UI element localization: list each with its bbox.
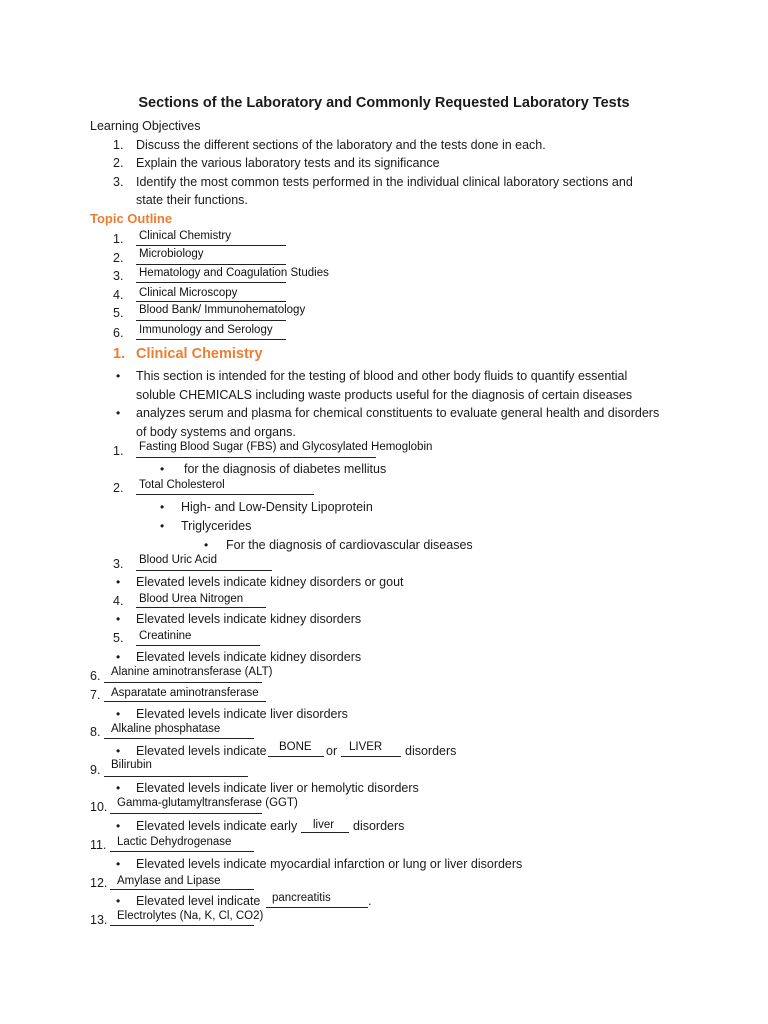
outline-item: Hematology and Coagulation Studies <box>139 267 329 279</box>
test-number: 9. <box>90 763 101 777</box>
test-answer: Gamma-glutamyltransferase (GGT) <box>117 797 298 809</box>
bullet: • <box>116 894 121 908</box>
section-description: soluble CHEMICALS including waste products useful for the diagnosis of certain diseases <box>136 388 633 402</box>
test-answer: Blood Uric Acid <box>139 554 217 566</box>
objective-item-continued: state their functions. <box>136 193 248 207</box>
test-answer: Total Cholesterol <box>139 479 225 491</box>
test-number: 5. <box>113 631 124 645</box>
test-answer: Fasting Blood Sugar (FBS) and Glycosylated Hemoglobin <box>139 441 433 453</box>
test-number: 13. <box>90 913 108 927</box>
fill-answer: BONE <box>279 741 312 753</box>
answer-blank <box>301 832 349 833</box>
test-number: 7. <box>90 688 101 702</box>
test-number: 11. <box>90 838 107 852</box>
outline-item: Clinical Microscopy <box>139 287 238 299</box>
bullet: • <box>116 857 121 871</box>
objective-item: Discuss the different sections of the laboratory and the tests done in each. <box>136 138 546 152</box>
test-note: Triglycerides <box>181 519 252 533</box>
answer-blank <box>136 320 286 321</box>
bullet: • <box>116 707 121 721</box>
bullet: • <box>116 650 121 664</box>
test-note: Elevated levels indicate <box>136 744 267 758</box>
answer-blank <box>136 570 272 571</box>
outline-number: 4. <box>113 288 124 302</box>
test-note: disorders <box>353 819 405 833</box>
test-note: Elevated levels indicate early <box>136 819 298 833</box>
section-number: 1. <box>113 346 126 362</box>
outline-number: 3. <box>113 269 124 283</box>
test-answer: Electrolytes (Na, K, Cl, CO2) <box>117 910 264 922</box>
test-number: 12. <box>90 876 108 890</box>
section-description: analyzes serum and plasma for chemical constituents to evaluate general health and disorders <box>136 406 660 420</box>
outline-item: Microbiology <box>139 248 204 260</box>
bullet: • <box>116 781 121 795</box>
answer-blank <box>136 494 314 495</box>
outline-number: 2. <box>113 251 124 265</box>
outline-number: 6. <box>113 326 124 340</box>
answer-blank <box>110 851 254 852</box>
learning-objectives-heading: Learning Objectives <box>90 119 201 133</box>
answer-blank <box>104 738 254 739</box>
test-answer: Asparatate aminotransferase <box>111 687 259 699</box>
test-note: Elevated levels indicate kidney disorders or gout <box>136 575 404 589</box>
test-note: disorders <box>405 744 457 758</box>
test-note: Elevated levels indicate myocardial infarction or lung or liver disorders <box>136 857 523 871</box>
objective-number: 1. <box>113 138 124 152</box>
outline-item: Blood Bank/ Immunohematology <box>139 304 306 316</box>
test-number: 1. <box>113 444 124 458</box>
section-heading: Clinical Chemistry <box>136 346 263 362</box>
test-answer: Creatinine <box>139 630 192 642</box>
answer-blank <box>136 301 286 302</box>
outline-item: Clinical Chemistry <box>139 230 232 242</box>
test-answer: Bilirubin <box>111 759 152 771</box>
objective-item: Identify the most common tests performed in the individual clinical laboratory sections and <box>136 175 633 189</box>
test-answer: Amylase and Lipase <box>117 875 221 887</box>
bullet: • <box>160 500 165 514</box>
test-note: High- and Low-Density Lipoprotein <box>181 500 373 514</box>
test-note: Elevated levels indicate kidney disorders <box>136 650 362 664</box>
bullet: • <box>160 519 165 533</box>
outline-number: 1. <box>113 232 124 246</box>
section-description: This section is intended for the testing of blood and other body fluids to quantify essential <box>136 369 628 383</box>
test-number: 2. <box>113 481 124 495</box>
topic-outline-heading: Topic Outline <box>90 211 173 226</box>
bullet: • <box>116 612 121 626</box>
test-answer: Alkaline phosphatase <box>111 723 221 735</box>
test-answer: Alanine aminotransferase (ALT) <box>111 666 273 678</box>
test-note: Elevated levels indicate liver or hemolytic disorders <box>136 781 419 795</box>
answer-blank <box>136 264 286 265</box>
fill-answer: liver <box>313 819 335 831</box>
bullet: • <box>116 744 121 758</box>
bullet: • <box>116 819 121 833</box>
fill-answer: pancreatitis <box>272 892 331 904</box>
test-note: Elevated levels indicate liver disorders <box>136 707 348 721</box>
test-number: 3. <box>113 557 124 571</box>
answer-blank <box>136 607 266 608</box>
test-note: for the diagnosis of diabetes mellitus <box>184 462 387 476</box>
test-answer: Blood Urea Nitrogen <box>139 593 244 605</box>
bullet: • <box>116 575 121 589</box>
test-answer: Lactic Dehydrogenase <box>117 836 232 848</box>
test-number: 6. <box>90 669 101 683</box>
answer-blank <box>341 756 401 757</box>
page-title: Sections of the Laboratory and Commonly Requested Laboratory Tests <box>138 95 630 111</box>
answer-blank <box>110 925 254 926</box>
test-note: Elevated levels indicate kidney disorders <box>136 612 362 626</box>
test-number: 10. <box>90 800 108 814</box>
answer-blank <box>110 813 262 814</box>
test-note: For the diagnosis of cardiovascular diseases <box>226 538 473 552</box>
bullet: • <box>204 538 209 552</box>
answer-blank <box>110 889 254 890</box>
answer-blank <box>136 282 286 283</box>
test-note: Elevated level indicate <box>136 894 261 908</box>
bullet: • <box>116 369 121 383</box>
answer-blank <box>266 907 368 908</box>
answer-blank <box>104 776 248 777</box>
objective-item: Explain the various laboratory tests and its significance <box>136 156 440 170</box>
bullet: • <box>116 406 121 420</box>
answer-blank <box>104 701 266 702</box>
answer-blank <box>136 645 260 646</box>
test-number: 4. <box>113 594 124 608</box>
test-note: or <box>326 744 338 758</box>
answer-blank <box>136 245 286 246</box>
outline-number: 5. <box>113 306 124 320</box>
answer-blank <box>268 756 324 757</box>
answer-blank <box>136 457 376 458</box>
objective-number: 2. <box>113 156 124 170</box>
test-number: 8. <box>90 725 101 739</box>
test-note: . <box>368 894 372 908</box>
objective-number: 3. <box>113 175 124 189</box>
fill-answer: LIVER <box>349 741 383 753</box>
answer-blank <box>104 682 262 683</box>
bullet: • <box>160 462 165 476</box>
section-description: of body systems and organs. <box>136 425 296 439</box>
outline-item: Immunology and Serology <box>139 324 273 336</box>
answer-blank <box>136 339 286 340</box>
